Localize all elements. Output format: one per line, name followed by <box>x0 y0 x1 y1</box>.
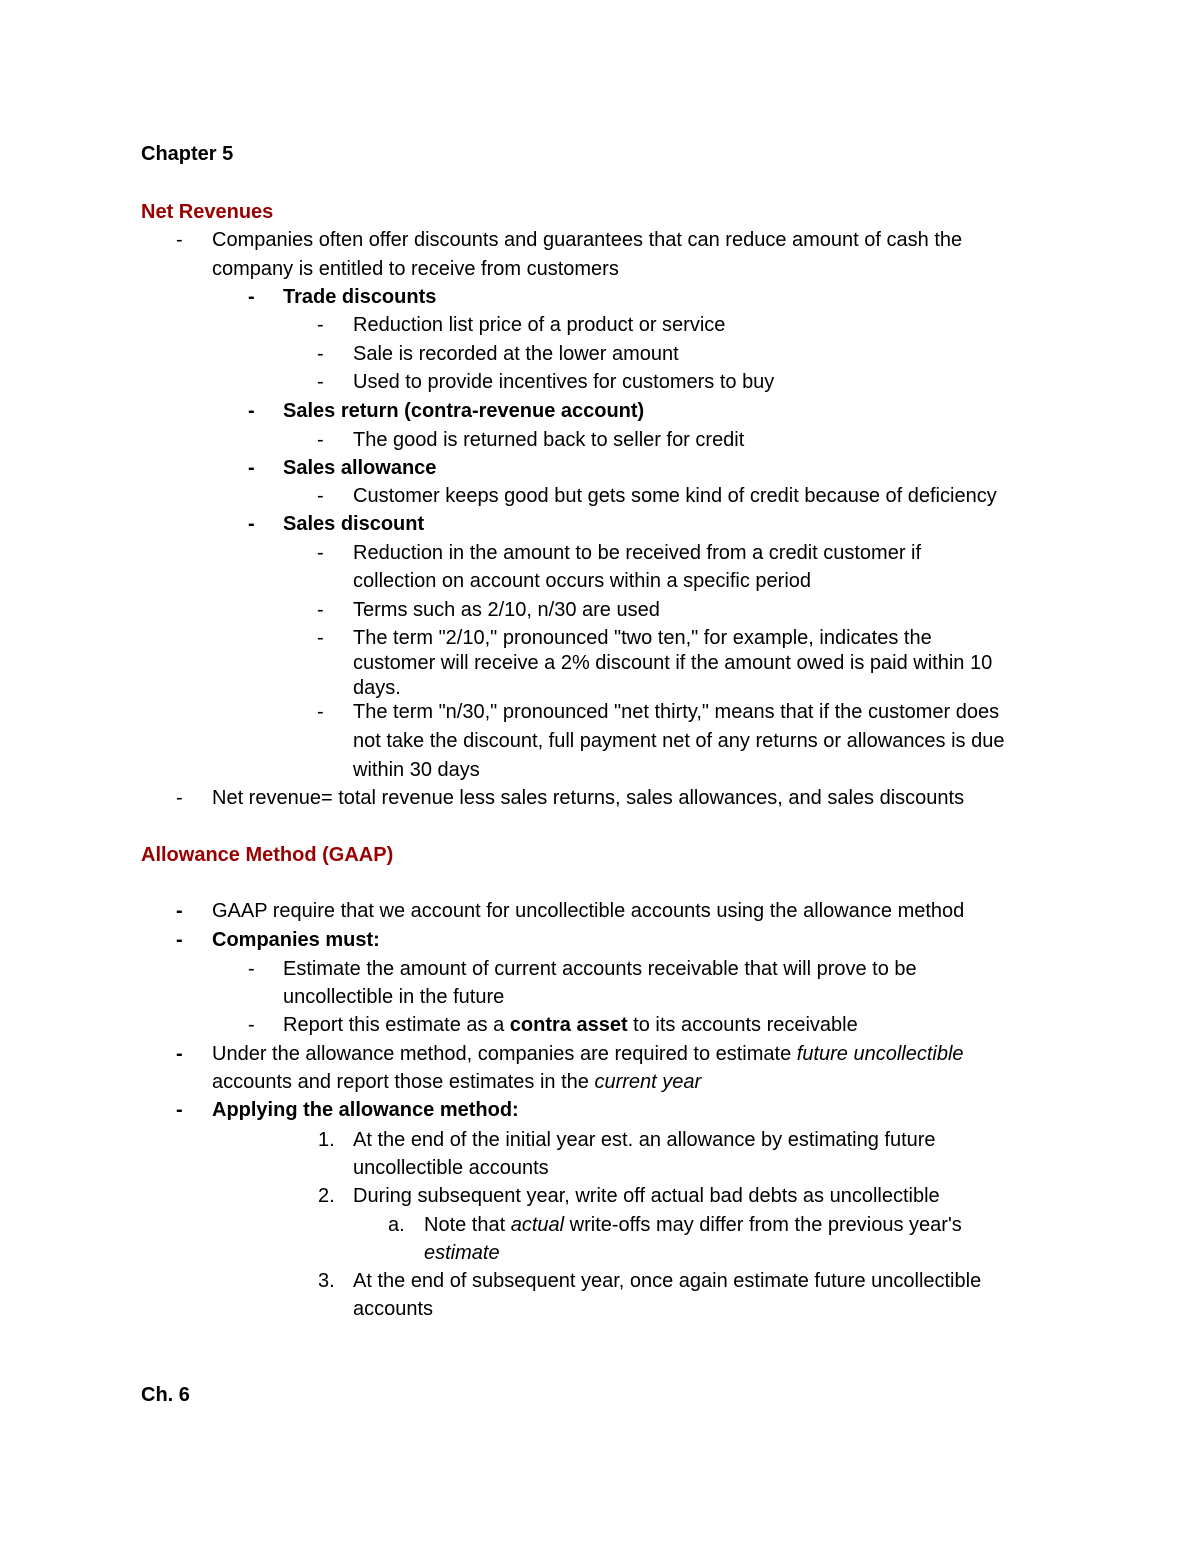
bullet-dash: - <box>317 429 324 451</box>
bullet-dash: - <box>317 314 324 336</box>
bullet-dash: - <box>248 958 255 980</box>
bullet-dash: - <box>176 229 183 251</box>
bullet-dash: - <box>317 371 324 393</box>
future-uncollectible-term: future uncollectible <box>796 1043 964 1065</box>
sales-discount-item3-line2: customer will receive a 2% discount if the amount owed is paid within 10 <box>353 652 993 674</box>
sales-discount-item3-line3: days. <box>353 677 401 699</box>
bullet-dash: - <box>317 701 324 723</box>
net-revenue-definition: Net revenue= total revenue less sales returns, sales allowances, and sales discounts <box>212 787 965 809</box>
substep-a-post: write-offs may differ from the previous year's <box>564 1214 962 1236</box>
step-number: 1. <box>318 1129 335 1151</box>
substep-a-pre: Note that <box>424 1214 511 1236</box>
trade-discounts-item: Sale is recorded at the lower amount <box>353 343 679 365</box>
sales-allowance-label: Sales allowance <box>283 457 437 479</box>
bullet-dash: - <box>317 343 324 365</box>
companies-must-item2 <box>283 1013 858 1037</box>
trade-discounts-item: Reduction list price of a product or service <box>353 314 726 336</box>
sales-discount-item4-line2: not take the discount, full payment net of any returns or allowances is due <box>353 730 1005 752</box>
companies-must-label: Companies must: <box>212 929 380 951</box>
sales-discount-item4-line1: The term "n/30," pronounced "net thirty," means that if the customer does <box>353 701 1000 723</box>
sales-discount-item4-line3: within 30 days <box>353 759 480 781</box>
companies-must-item1-line1: Estimate the amount of current accounts receivable that will prove to be <box>283 958 917 980</box>
ch-6-heading: Ch. 6 <box>141 1384 190 1406</box>
substep-a-line1 <box>424 1213 962 1237</box>
bullet-dash: - <box>317 485 324 507</box>
sales-discount-item2: Terms such as 2/10, n/30 are used <box>353 599 660 621</box>
sales-discount-item1-line1: Reduction in the amount to be received from a credit customer if <box>353 542 922 564</box>
step3-line1: At the end of subsequent year, once again estimate future uncollectible <box>353 1270 982 1292</box>
under-allowance-line1 <box>212 1042 964 1066</box>
step-number: 3. <box>318 1270 335 1292</box>
under-allowance-pre: Under the allowance method, companies are required to estimate <box>212 1043 797 1065</box>
trade-discounts-label: Trade discounts <box>283 286 437 308</box>
bullet-dash: - <box>248 400 255 422</box>
gaap-require-text: GAAP require that we account for uncollectible accounts using the allowance method <box>212 900 965 922</box>
current-year-term: current year <box>594 1071 702 1093</box>
actual-term: actual <box>510 1214 565 1236</box>
bullet-dash: - <box>317 599 324 621</box>
sales-allowance-item: Customer keeps good but gets some kind of credit because of deficiency <box>353 485 997 507</box>
substep-a-line2: estimate <box>424 1242 500 1264</box>
step1-line1: At the end of the initial year est. an allowance by estimating future <box>353 1129 936 1151</box>
allowance-method-heading: Allowance Method (GAAP) <box>141 844 394 866</box>
bullet-dash: - <box>248 457 255 479</box>
bullet-dash: - <box>248 286 255 308</box>
net-revenues-intro-line2: company is entitled to receive from customers <box>212 258 619 280</box>
under-allowance-line2 <box>212 1070 701 1094</box>
trade-discounts-item: Used to provide incentives for customers to buy <box>353 371 775 393</box>
bullet-dash: - <box>317 542 324 564</box>
bullet-dash: - <box>176 1099 183 1121</box>
bullet-dash: - <box>248 1014 255 1036</box>
companies-must-item1-line2: uncollectible in the future <box>283 986 505 1008</box>
net-revenues-intro-line1: Companies often offer discounts and guarantees that can reduce amount of cash the <box>212 229 963 251</box>
step-number: 2. <box>318 1185 335 1207</box>
bullet-dash: - <box>176 1043 183 1065</box>
bullet-dash: - <box>176 900 183 922</box>
companies-must-item2-pre: Report this estimate as a <box>283 1014 510 1036</box>
sales-discount-item3-line1: The term "2/10," pronounced "two ten," for example, indicates the <box>353 627 932 649</box>
bullet-dash: - <box>176 929 183 951</box>
bullet-dash: - <box>176 787 183 809</box>
bullet-dash: - <box>317 627 324 649</box>
sales-return-item: The good is returned back to seller for credit <box>353 429 745 451</box>
net-revenues-heading: Net Revenues <box>141 201 274 223</box>
step1-line2: uncollectible accounts <box>353 1157 549 1179</box>
sales-return-label: Sales return (contra-revenue account) <box>283 400 645 422</box>
chapter-5-heading: Chapter 5 <box>141 143 234 165</box>
step3-line2: accounts <box>353 1298 434 1320</box>
sales-discount-item1-line2: collection on account occurs within a specific period <box>353 570 812 592</box>
under-allowance-line2-pre: accounts and report those estimates in the <box>212 1071 595 1093</box>
sales-discount-label: Sales discount <box>283 513 425 535</box>
applying-allowance-label: Applying the allowance method: <box>212 1099 519 1121</box>
contra-asset-term: contra asset <box>509 1014 628 1036</box>
step2: During subsequent year, write off actual bad debts as uncollectible <box>353 1185 940 1207</box>
bullet-dash: - <box>248 513 255 535</box>
substep-letter: a. <box>388 1214 405 1236</box>
companies-must-item2-post: to its accounts receivable <box>627 1014 858 1036</box>
